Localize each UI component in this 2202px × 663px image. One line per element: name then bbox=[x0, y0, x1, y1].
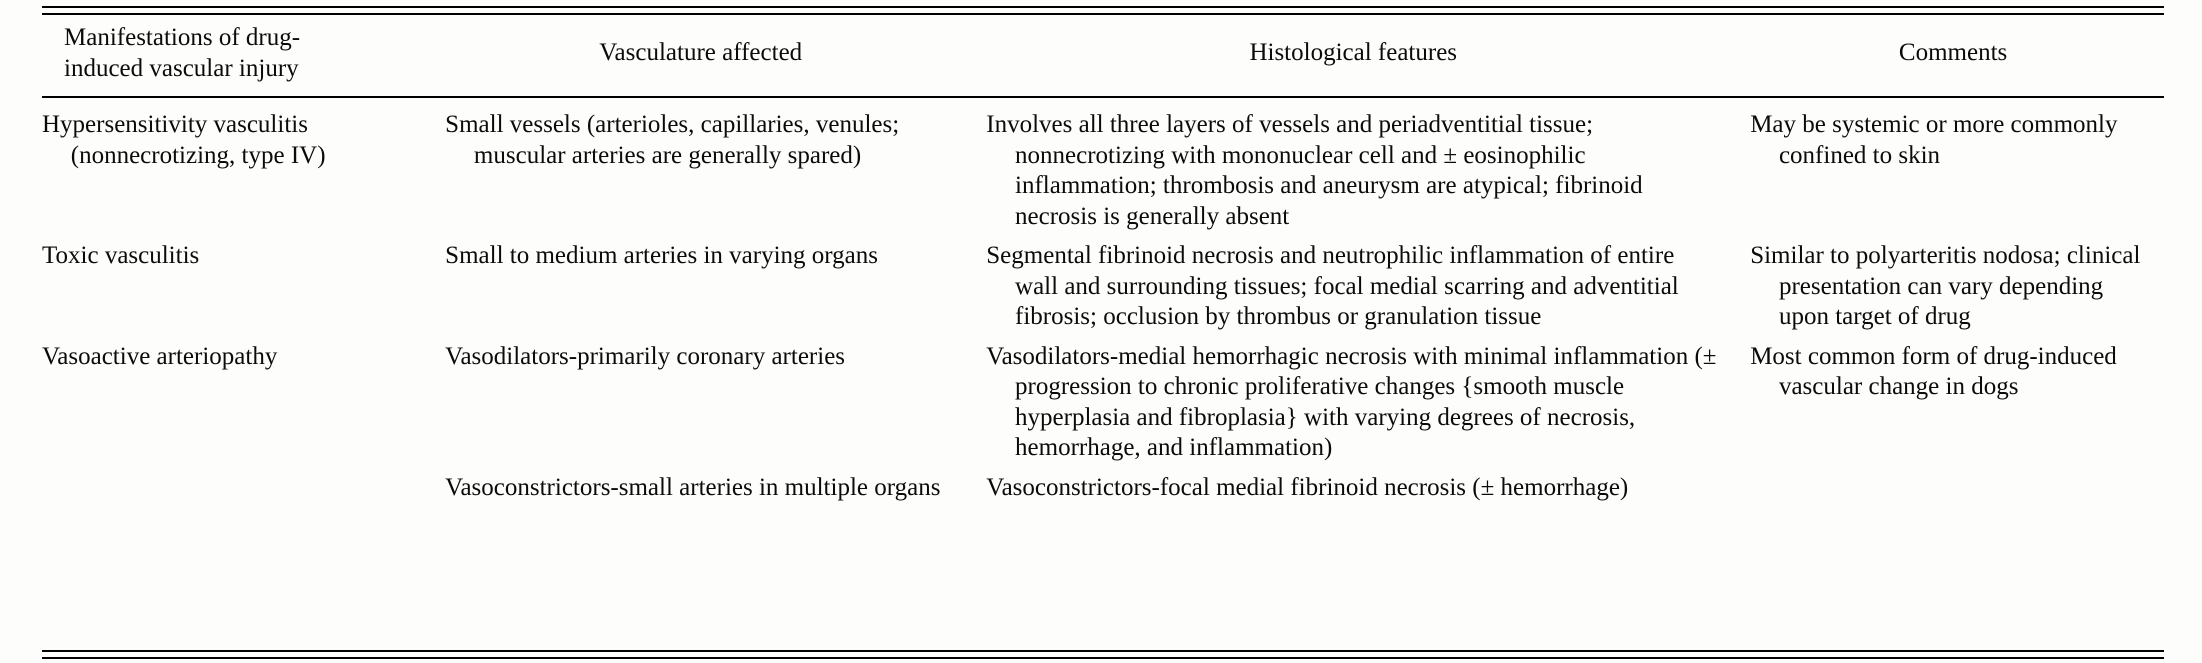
column-header-manifestations-label: Manifestations of drug-induced vascular injury bbox=[64, 24, 301, 82]
table-row bbox=[42, 473, 2164, 504]
cell-histology: Vasoconstrictors-focal medial fibrinoid necrosis (± hemorrhage) bbox=[986, 473, 1629, 501]
cell-manifestation bbox=[42, 473, 445, 504]
column-header-manifestations bbox=[42, 23, 445, 84]
table-header-row bbox=[42, 15, 2164, 96]
cell-histology: Involves all three layers of vessels and periadventitial tissue; nonnecrotizing with mononuclear cell and ± eosinophilic inflammation; thrombosis and aneurysm are atypical; fibrinoid necrosis is generally absent bbox=[986, 111, 1643, 230]
cell-vasculature: Vasodilators-primarily coronary arteries bbox=[445, 342, 846, 370]
table-row bbox=[42, 110, 2164, 232]
cell-manifestation: Toxic vasculitis bbox=[42, 242, 200, 269]
top-double-rule bbox=[42, 6, 2164, 15]
cell-comments: Most common form of drug-induced vascular change in dogs bbox=[1750, 342, 2117, 400]
column-header-histology: Histological features bbox=[1249, 39, 1458, 67]
cell-comments: Similar to polyarteritis nodosa; clinical presentation can vary depending upon target of drug bbox=[1750, 242, 2141, 330]
cell-histology: Segmental fibrinoid necrosis and neutrophilic inflammation of entire wall and surrounding tissues; focal medial scarring and adventitial fibrosis; occlusion by thrombus or granulation tissue bbox=[986, 242, 1679, 330]
column-header-comments: Comments bbox=[1898, 39, 2008, 67]
cell-vasculature: Small to medium arteries in varying organs bbox=[445, 242, 878, 269]
cell-manifestation: Hypersensitivity vasculitis (nonnecrotizing, type IV) bbox=[42, 111, 326, 169]
cell-vasculature: Small vessels (arterioles, capillaries, venules; muscular arteries are generally spared) bbox=[445, 111, 900, 169]
bottom-double-rule bbox=[42, 650, 2164, 659]
table-row bbox=[42, 241, 2164, 333]
column-header-vasculature: Vasculature affected bbox=[599, 39, 803, 67]
cell-vasculature: Vasoconstrictors-small arteries in multiple organs bbox=[445, 473, 941, 501]
cell-manifestation: Vasoactive arteriopathy bbox=[42, 342, 278, 370]
table-body bbox=[42, 98, 2164, 650]
cell-comments: May be systemic or more commonly confined to skin bbox=[1750, 111, 2118, 169]
table-row bbox=[42, 342, 2164, 464]
cell-histology: Vasodilators-medial hemorrhagic necrosis with minimal inflammation (± progression to chronic proliferative changes {smooth muscle hyperplasia and fibroplasia} with varying degrees of necrosis, hemorrhage, and inflammation) bbox=[986, 342, 1717, 461]
cell-comments bbox=[1750, 473, 2164, 504]
